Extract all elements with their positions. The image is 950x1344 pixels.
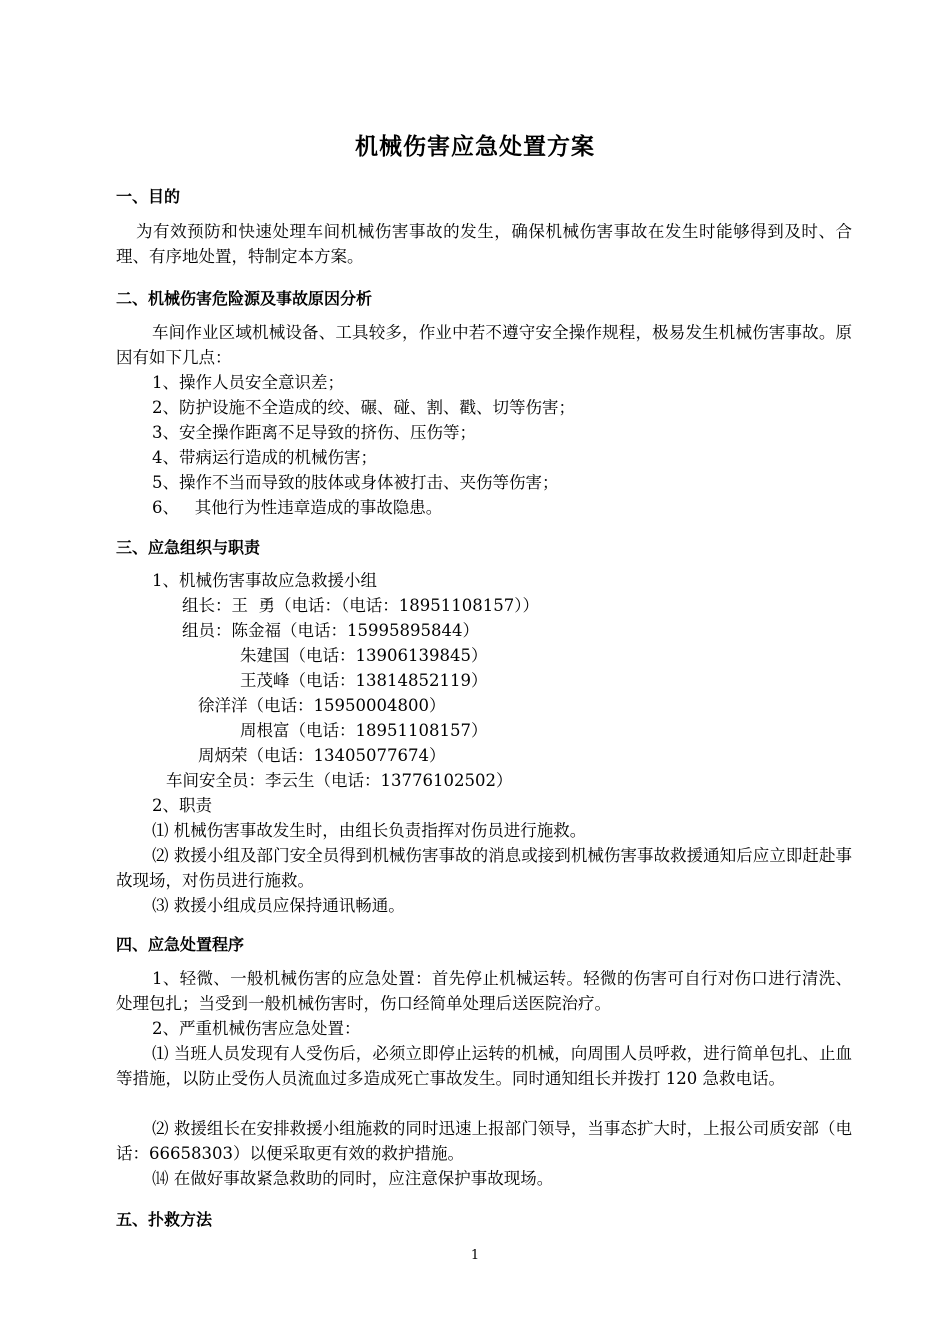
section-5-heading: 五、扑救方法 — [116, 1210, 213, 1229]
procedure-paragraph: ⑴ 当班人员发现有人受伤后，必须立即停止运转的机械，向周围人员呼救，进行简单包扎、止血等措施，以防止受伤人员流血过多造成死亡事故发生。同时通知组长并拨打 120 急救电话。 — [116, 1044, 852, 1088]
team-member: 王茂峰（电话：13814852119） — [240, 671, 488, 690]
team-title: 1、机械伤害事故应急救援小组 — [152, 571, 377, 590]
section-4-heading: 四、应急处置程序 — [116, 935, 245, 954]
section-2-heading: 二、机械伤害危险源及事故原因分析 — [116, 289, 373, 308]
section-1-heading: 一、目的 — [116, 187, 181, 206]
team-member: 周炳荣（电话：13405077674） — [198, 746, 446, 765]
page-number: 1 — [470, 1248, 480, 1263]
procedure-paragraph: ⒁ 在做好事故紧急救助的同时，应注意保护事故现场。 — [152, 1169, 554, 1188]
team-member: 徐洋洋（电话：15950004800） — [198, 696, 446, 715]
document-title: 机械伤害应急处置方案 — [355, 134, 595, 160]
cause-item: 2、防护设施不全造成的绞、碾、碰、割、戳、切等伤害； — [152, 398, 575, 417]
duty-item: ⑵ 救援小组及部门安全员得到机械伤害事故的消息或接到机械伤害事故救援通知后应立即赶赴事故现场，对伤员进行施救。 — [116, 846, 852, 890]
duty-item: ⑶ 救援小组成员应保持通讯畅通。 — [152, 896, 405, 915]
safety-officer: 车间安全员：李云生（电话：13776102502） — [166, 771, 513, 790]
cause-item: 6、 其他行为性违章造成的事故隐患。 — [152, 498, 443, 517]
procedure-paragraph: 2、严重机械伤害应急处置： — [152, 1019, 361, 1038]
section-2-paragraph: 车间作业区域机械设备、工具较多，作业中若不遵守安全操作规程，极易发生机械伤害事故。原因有如下几点： — [116, 323, 852, 367]
cause-item: 1、操作人员安全意识差； — [152, 373, 344, 392]
cause-item: 4、带病运行造成的机械伤害； — [152, 448, 377, 467]
duty-item: ⑴ 机械伤害事故发生时，由组长负责指挥对伤员进行施救。 — [152, 821, 587, 840]
cause-item: 3、安全操作距离不足导致的挤伤、压伤等； — [152, 423, 476, 442]
procedure-paragraph: 1、轻微、一般机械伤害的应急处置：首先停止机械运转。轻微的伤害可自行对伤口进行清洗、处理包扎；当受到一般机械伤害时，伤口经简单处理后送医院治疗。 — [116, 969, 852, 1013]
team-member: 朱建国（电话：13906139845） — [240, 646, 488, 665]
procedure-paragraph: ⑵ 救援组长在安排救援小组施救的同时迅速上报部门领导，当事态扩大时，上报公司质安部（电话：66658303）以便采取更有效的救护措施。 — [116, 1119, 852, 1163]
section-3-heading: 三、应急组织与职责 — [116, 538, 261, 557]
duty-title: 2、职责 — [152, 796, 212, 815]
cause-item: 5、操作不当而导致的肢体或身体被打击、夹伤等伤害； — [152, 473, 559, 492]
team-member: 组员：陈金福（电话：15995895844） — [182, 621, 479, 640]
team-leader: 组长：王 勇（电话：（电话：18951108157）） — [182, 596, 539, 615]
section-1-paragraph: 为有效预防和快速处理车间机械伤害事故的发生，确保机械伤害事故在发生时能够得到及时、合理、有序地处置，特制定本方案。 — [116, 222, 852, 266]
team-member: 周根富（电话：18951108157） — [240, 721, 488, 740]
